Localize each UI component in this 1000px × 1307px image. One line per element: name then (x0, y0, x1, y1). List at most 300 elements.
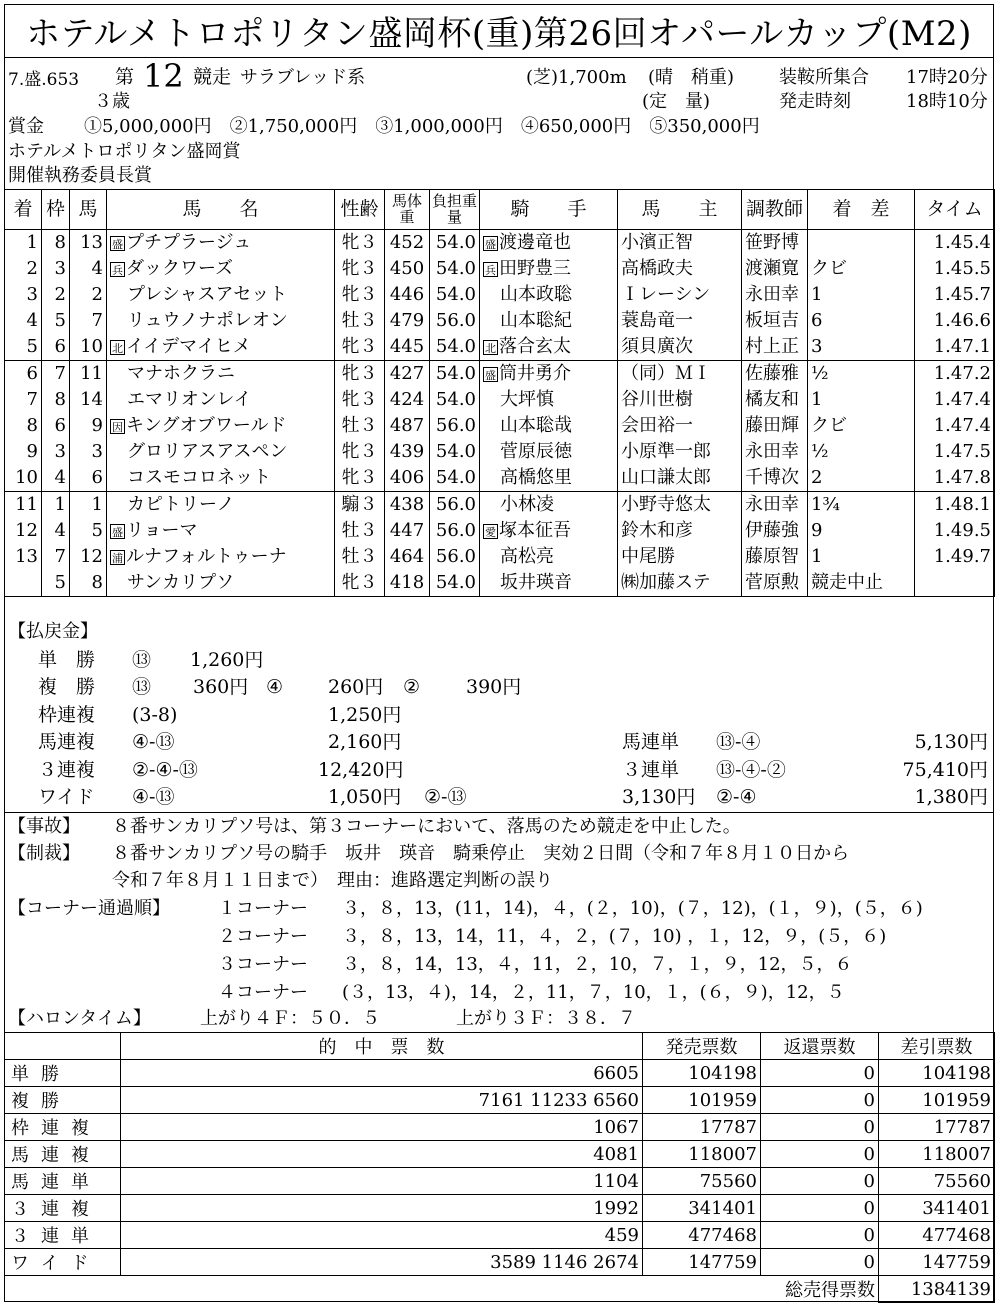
finish-position: 5 (5, 334, 42, 361)
trainer-name: 板垣吉 (742, 308, 808, 334)
horse-number: 1 (70, 492, 107, 519)
trainer-name: 千博次 (742, 465, 808, 492)
horse-name (107, 230, 335, 257)
finish-time: 1.47.5 (915, 439, 995, 465)
owner-name: 谷川世樹 (618, 387, 742, 413)
refund-count: 0 (761, 1114, 879, 1141)
table-row (5, 492, 995, 519)
refund-count: 0 (761, 1195, 879, 1222)
sex-age: 牝３ (335, 465, 385, 492)
horse-name-text: グロリアスアスペン (127, 441, 288, 462)
bet-type: 馬連単 (5, 1168, 121, 1195)
bet-type: 複勝 (5, 1087, 121, 1114)
net-count: 75560 (879, 1168, 995, 1195)
table-row (5, 544, 995, 570)
table-row (5, 465, 995, 492)
owner-name: 小濱正智 (618, 230, 742, 257)
trainer-name: 渡瀬寛 (742, 256, 808, 282)
horse-number: 2 (70, 282, 107, 308)
wide-amount: 3,130円 (622, 786, 696, 808)
finish-time (915, 570, 995, 597)
column-header: 着 (5, 190, 42, 230)
corner-order: ３，８，14，13，４，11，２，10，７，１，９，12，５，６ (342, 954, 853, 975)
trainer-name: 藤原智 (742, 544, 808, 570)
margin: クビ (808, 256, 915, 282)
sex-age: 牝３ (335, 439, 385, 465)
body-weight: 438 (385, 492, 430, 519)
frame-number: 1 (42, 492, 70, 519)
accident-label: 【事故】 (8, 816, 80, 837)
frame-number: 2 (42, 282, 70, 308)
finish-position: 3 (5, 282, 42, 308)
race-number: 12 (143, 57, 184, 95)
sales-row (5, 1249, 995, 1276)
gather-time: 17時20分 (906, 67, 988, 88)
jockey-name-text: 筒井勇介 (499, 363, 571, 384)
sold-count: 147759 (643, 1249, 761, 1276)
weather-track: (晴 稍重) (648, 67, 735, 88)
bet-type: 馬連複 (5, 1141, 121, 1168)
owner-name: 中尾勝 (618, 544, 742, 570)
affiliation-mark: 北 (112, 341, 123, 355)
column-header: 馬 (70, 190, 107, 230)
prizes: ①5,000,000円 ②1,750,000円 ③1,000,000円 ④650,000円 ⑤350,000円 (84, 116, 760, 137)
sanction-label: 【制裁】 (8, 843, 80, 864)
sanrentan-amount: 75,410円 (902, 759, 988, 781)
award-1: ホテルメトロポリタン盛岡賞 (8, 141, 241, 162)
column-header: 馬体重 (385, 190, 430, 230)
finish-position: 11 (5, 492, 42, 519)
jockey-name-text: 小林凌 (500, 494, 554, 515)
horse-number: 11 (70, 361, 107, 388)
margin: ½ (808, 439, 915, 465)
refund-count: 0 (761, 1141, 879, 1168)
sales-table (4, 1032, 995, 1303)
finish-time: 1.49.7 (915, 544, 995, 570)
column-header: 着 差 (808, 190, 915, 230)
umaren-combo: ④-⑬ (132, 731, 175, 753)
umatan-amount: 5,130円 (914, 731, 988, 753)
tansho-label: 単 勝 (38, 649, 96, 671)
wide-combo: ②-⑬ (424, 786, 467, 808)
breed: サラブレッド系 (240, 67, 366, 88)
horse-name-text: プレシャスアセット (127, 284, 288, 305)
accident-text: ８番サンカリプソ号は、第３コーナーにおいて、落馬のため競走を中止した。 (112, 816, 741, 837)
sex-age: 牝３ (335, 230, 385, 257)
owner-name: 須貝廣次 (618, 334, 742, 361)
hit-count: 3589 1146 2674 (121, 1249, 643, 1276)
finish-time: 1.47.8 (915, 465, 995, 492)
affiliation-mark: 浦 (112, 551, 123, 565)
net-count: 104198 (879, 1060, 995, 1087)
finish-position: 13 (5, 544, 42, 570)
sold-count: 75560 (643, 1168, 761, 1195)
wakuren-combo: (3-8) (132, 704, 178, 726)
horse-number: 12 (70, 544, 107, 570)
frame-number: 6 (42, 413, 70, 439)
sex-age: 牝３ (335, 334, 385, 361)
finish-position: 6 (5, 361, 42, 388)
finish-time: 1.47.2 (915, 361, 995, 388)
hit-count: 4081 (121, 1141, 643, 1168)
sales-header-hits: 的 中 票 数 (121, 1033, 643, 1060)
finish-position (5, 570, 42, 597)
sanrenpuku-combo: ②-④-⑬ (132, 759, 198, 781)
total-value: 1384139 (879, 1276, 995, 1303)
jockey-name (480, 413, 618, 439)
margin: 6 (808, 308, 915, 334)
carried-weight: 54.0 (430, 334, 480, 361)
horse-name-text: イイデマイヒメ (126, 336, 251, 357)
corner-name: １コーナー (218, 898, 308, 919)
bet-type: 枠連複 (5, 1114, 121, 1141)
horse-number: 8 (70, 570, 107, 597)
sales-header-row (5, 1033, 995, 1060)
carried-weight: 56.0 (430, 413, 480, 439)
prize-label: 賞金 (8, 116, 44, 137)
jockey-name (480, 361, 618, 388)
horse-name-text: マナホクラニ (127, 363, 235, 384)
table-row (5, 308, 995, 334)
jockey-name (480, 230, 618, 257)
jockey-name-text: 高松亮 (500, 546, 554, 567)
sold-count: 101959 (643, 1087, 761, 1114)
column-header: 枠 (42, 190, 70, 230)
margin: 1 (808, 282, 915, 308)
hit-count: 1067 (121, 1114, 643, 1141)
body-weight: 452 (385, 230, 430, 257)
hit-count: 1992 (121, 1195, 643, 1222)
margin: 2 (808, 465, 915, 492)
finish-time: 1.47.4 (915, 413, 995, 439)
sanrentan-label: ３連単 (622, 759, 680, 781)
award-2: 開催執務委員長賞 (8, 165, 152, 186)
horse-number: 10 (70, 334, 107, 361)
net-count: 101959 (879, 1087, 995, 1114)
start-time: 18時10分 (906, 91, 988, 112)
umaren-amount: 2,160円 (328, 731, 402, 753)
age-condition: ３歳 (94, 91, 130, 112)
corner-name: ４コーナー (218, 982, 308, 1003)
finish-position: 9 (5, 439, 42, 465)
horse-number: 7 (70, 308, 107, 334)
owner-name: ㈱加藤ステ (618, 570, 742, 597)
wide-combo: ②-④ (716, 786, 757, 808)
jockey-name-text: 渡邊竜也 (499, 232, 571, 253)
trainer-name: 笹野博 (742, 230, 808, 257)
carried-weight: 54.0 (430, 256, 480, 282)
horse-name-text: キングオブワールド (126, 415, 287, 436)
table-row (5, 334, 995, 361)
corner-name: ２コーナー (218, 926, 308, 947)
affiliation-mark: 盛 (112, 237, 123, 251)
bet-type: ３連単 (5, 1222, 121, 1249)
table-row (5, 570, 995, 597)
jockey-name-text: 菅原辰徳 (500, 441, 572, 462)
wide-label: ワイド (38, 786, 95, 808)
horse-number: 9 (70, 413, 107, 439)
frame-number: 5 (42, 308, 70, 334)
carried-weight: 56.0 (430, 308, 480, 334)
trainer-name: 永田幸 (742, 282, 808, 308)
wakuren-amount: 1,250円 (328, 704, 402, 726)
horse-name-text: ダックワーズ (126, 258, 234, 279)
bet-type: ３連複 (5, 1195, 121, 1222)
margin: ½ (808, 361, 915, 388)
fukusho-combo: ⑬ (132, 676, 152, 698)
horse-name (107, 570, 335, 597)
trainer-name: 村上正 (742, 334, 808, 361)
frame-number: 7 (42, 361, 70, 388)
frame-number: 7 (42, 544, 70, 570)
sanction-text-2: 令和７年８月１１日まで） 理由：進路選定判断の誤り (112, 870, 553, 891)
results-table (4, 189, 995, 597)
net-count: 477468 (879, 1222, 995, 1249)
finish-position: 7 (5, 387, 42, 413)
finish-position: 2 (5, 256, 42, 282)
horse-name-text: サンカリプソ (127, 572, 235, 593)
sex-age: 騸３ (335, 492, 385, 519)
total-label: 総売得票数 (5, 1276, 879, 1303)
horse-name (107, 308, 335, 334)
body-weight: 487 (385, 413, 430, 439)
body-weight: 406 (385, 465, 430, 492)
gather-label: 装鞍所集合 (779, 67, 869, 88)
refund-count: 0 (761, 1060, 879, 1087)
frame-number: 4 (42, 518, 70, 544)
owner-name: Ｉレーシン (618, 282, 742, 308)
carried-weight: 54.0 (430, 439, 480, 465)
carried-weight: 56.0 (430, 492, 480, 519)
sold-count: 341401 (643, 1195, 761, 1222)
column-header: 馬 主 (618, 190, 742, 230)
finish-time: 1.47.4 (915, 387, 995, 413)
sales-row (5, 1168, 995, 1195)
frame-number: 6 (42, 334, 70, 361)
affiliation-mark: 兵 (112, 263, 123, 277)
tansho-combo: ⑬ (132, 649, 152, 671)
horse-name-text: コスモコロネット (127, 467, 271, 488)
body-weight: 427 (385, 361, 430, 388)
table-row (5, 256, 995, 282)
trainer-name: 藤田輝 (742, 413, 808, 439)
horse-name (107, 439, 335, 465)
payout-heading: 【払戻金】 (8, 621, 98, 642)
body-weight: 447 (385, 518, 430, 544)
sold-count: 17787 (643, 1114, 761, 1141)
column-header: 調教師 (742, 190, 808, 230)
horse-number: 13 (70, 230, 107, 257)
sales-total-row (5, 1276, 995, 1303)
horse-name (107, 544, 335, 570)
sales-row (5, 1222, 995, 1249)
fukusho-amount: 360円 (193, 676, 249, 698)
finish-position: 10 (5, 465, 42, 492)
umaren-label: 馬連複 (38, 731, 96, 753)
carried-weight: 54.0 (430, 282, 480, 308)
finish-time: 1.49.5 (915, 518, 995, 544)
finish-time: 1.47.1 (915, 334, 995, 361)
net-count: 17787 (879, 1114, 995, 1141)
affiliation-mark: 盛 (485, 368, 496, 382)
margin: クビ (808, 413, 915, 439)
horse-name-text: リュウノナポレオン (127, 310, 288, 331)
horse-number: 14 (70, 387, 107, 413)
horse-name (107, 334, 335, 361)
jockey-name (480, 256, 618, 282)
affiliation-mark: 盛 (112, 525, 123, 539)
column-header: 騎 手 (480, 190, 618, 230)
carried-weight: 54.0 (430, 230, 480, 257)
refund-count: 0 (761, 1222, 879, 1249)
margin: 9 (808, 518, 915, 544)
jockey-name-text: 山本政聡 (500, 284, 572, 305)
bet-type: ワイド (5, 1249, 121, 1276)
refund-count: 0 (761, 1249, 879, 1276)
sex-age: 牡３ (335, 518, 385, 544)
frame-number: 8 (42, 230, 70, 257)
race-code: 7.盛.653 (8, 70, 80, 90)
trainer-name: 伊藤強 (742, 518, 808, 544)
carried-weight: 54.0 (430, 361, 480, 388)
affiliation-mark: 兵 (485, 263, 496, 277)
sex-age: 牝３ (335, 282, 385, 308)
sex-age: 牝３ (335, 387, 385, 413)
jockey-name (480, 492, 618, 519)
column-header: 性齢 (335, 190, 385, 230)
hit-count: 7161 11233 6560 (121, 1087, 643, 1114)
refund-count: 0 (761, 1087, 879, 1114)
corner-order: ３，８，13，(11，14)，４，(２，10)，(７，12)，(１，９)，(５，６) (342, 898, 923, 919)
jockey-name (480, 387, 618, 413)
horse-name (107, 492, 335, 519)
trainer-name: 橘友和 (742, 387, 808, 413)
agari-4f: 上がり４Ｆ：５０．５ (200, 1008, 380, 1029)
horse-number: 6 (70, 465, 107, 492)
sanrenpuku-label: ３連複 (38, 759, 96, 781)
horse-name (107, 387, 335, 413)
jockey-name-text: 田野豊三 (499, 258, 571, 279)
finish-time: 1.45.7 (915, 282, 995, 308)
frame-number: 8 (42, 387, 70, 413)
owner-name: 高橋政夫 (618, 256, 742, 282)
sales-row (5, 1060, 995, 1087)
column-header: タイム (915, 190, 995, 230)
agari-3f: 上がり３Ｆ：３８．７ (456, 1008, 636, 1029)
jockey-name (480, 308, 618, 334)
jockey-name (480, 439, 618, 465)
start-label: 発走時刻 (779, 91, 851, 112)
frame-number: 4 (42, 465, 70, 492)
table-row (5, 230, 995, 257)
sanrentan-combo: ⑬-④-② (716, 759, 786, 781)
net-count: 341401 (879, 1195, 995, 1222)
sales-header-refund: 返還票数 (761, 1033, 879, 1060)
finish-time: 1.45.5 (915, 256, 995, 282)
body-weight: 450 (385, 256, 430, 282)
jockey-name (480, 518, 618, 544)
affiliation-mark: 北 (485, 341, 496, 355)
fukusho-combo: ④ (266, 676, 284, 698)
owner-name: 山口謙太郎 (618, 465, 742, 492)
horse-number: 4 (70, 256, 107, 282)
column-header: 負担重量 (430, 190, 480, 230)
carried-weight: 56.0 (430, 544, 480, 570)
sales-row (5, 1141, 995, 1168)
table-row (5, 361, 995, 388)
column-header: 馬 名 (107, 190, 335, 230)
umatan-combo: ⑬-④ (716, 731, 761, 753)
furlong-label: 【ハロンタイム】 (8, 1008, 151, 1029)
jockey-name-text: 山本聡哉 (500, 415, 572, 436)
tansho-amount: 1,260円 (190, 649, 264, 671)
sex-age: 牝３ (335, 256, 385, 282)
horse-name (107, 256, 335, 282)
owner-name: 蓑島竜一 (618, 308, 742, 334)
affiliation-mark: 因 (112, 420, 123, 434)
jockey-name (480, 570, 618, 597)
corner-order: ３，８，13，14，11，４，２，(７，10) ，１，12，９，(５，６) (342, 926, 887, 947)
horse-name-text: ルナフォルトゥーナ (126, 546, 287, 567)
body-weight: 439 (385, 439, 430, 465)
trainer-name: 永田幸 (742, 492, 808, 519)
divider (4, 812, 994, 813)
sold-count: 118007 (643, 1141, 761, 1168)
race-title: ホテルメトロポリタン盛岡杯(重)第26回オパールカップ(M2) (4, 4, 994, 58)
horse-name (107, 518, 335, 544)
fukusho-amount: 260円 (328, 676, 384, 698)
sex-age: 牡３ (335, 544, 385, 570)
jockey-name (480, 544, 618, 570)
trainer-name: 永田幸 (742, 439, 808, 465)
frame-number: 3 (42, 256, 70, 282)
body-weight: 446 (385, 282, 430, 308)
affiliation-mark: 愛 (485, 525, 496, 539)
horse-number: 3 (70, 439, 107, 465)
horse-name (107, 465, 335, 492)
net-count: 118007 (879, 1141, 995, 1168)
horse-name (107, 413, 335, 439)
sales-row (5, 1087, 995, 1114)
sanrenpuku-amount: 12,420円 (318, 759, 404, 781)
table-row (5, 413, 995, 439)
margin: 1 (808, 387, 915, 413)
affiliation-mark: 盛 (485, 237, 496, 251)
body-weight: 418 (385, 570, 430, 597)
carried-weight: 54.0 (430, 570, 480, 597)
hit-count: 1104 (121, 1168, 643, 1195)
wide-combo: ④-⑬ (132, 786, 175, 808)
finish-position: 8 (5, 413, 42, 439)
margin: 競走中止 (808, 570, 915, 597)
sold-count: 477468 (643, 1222, 761, 1249)
horse-name (107, 282, 335, 308)
owner-name: 小野寺悠太 (618, 492, 742, 519)
table-row (5, 387, 995, 413)
sex-age: 牡３ (335, 413, 385, 439)
sales-header-sold: 発売票数 (643, 1033, 761, 1060)
fukusho-label: 複 勝 (38, 676, 96, 698)
fukusho-amount: 390円 (466, 676, 522, 698)
sex-age: 牡３ (335, 308, 385, 334)
bet-type: 単勝 (5, 1060, 121, 1087)
owner-name: 会田裕一 (618, 413, 742, 439)
sales-header-blank (5, 1033, 121, 1060)
finish-time: 1.48.1 (915, 492, 995, 519)
owner-name: 小原準一郎 (618, 439, 742, 465)
sales-header-net: 差引票数 (879, 1033, 995, 1060)
owner-name: 鈴木和彦 (618, 518, 742, 544)
